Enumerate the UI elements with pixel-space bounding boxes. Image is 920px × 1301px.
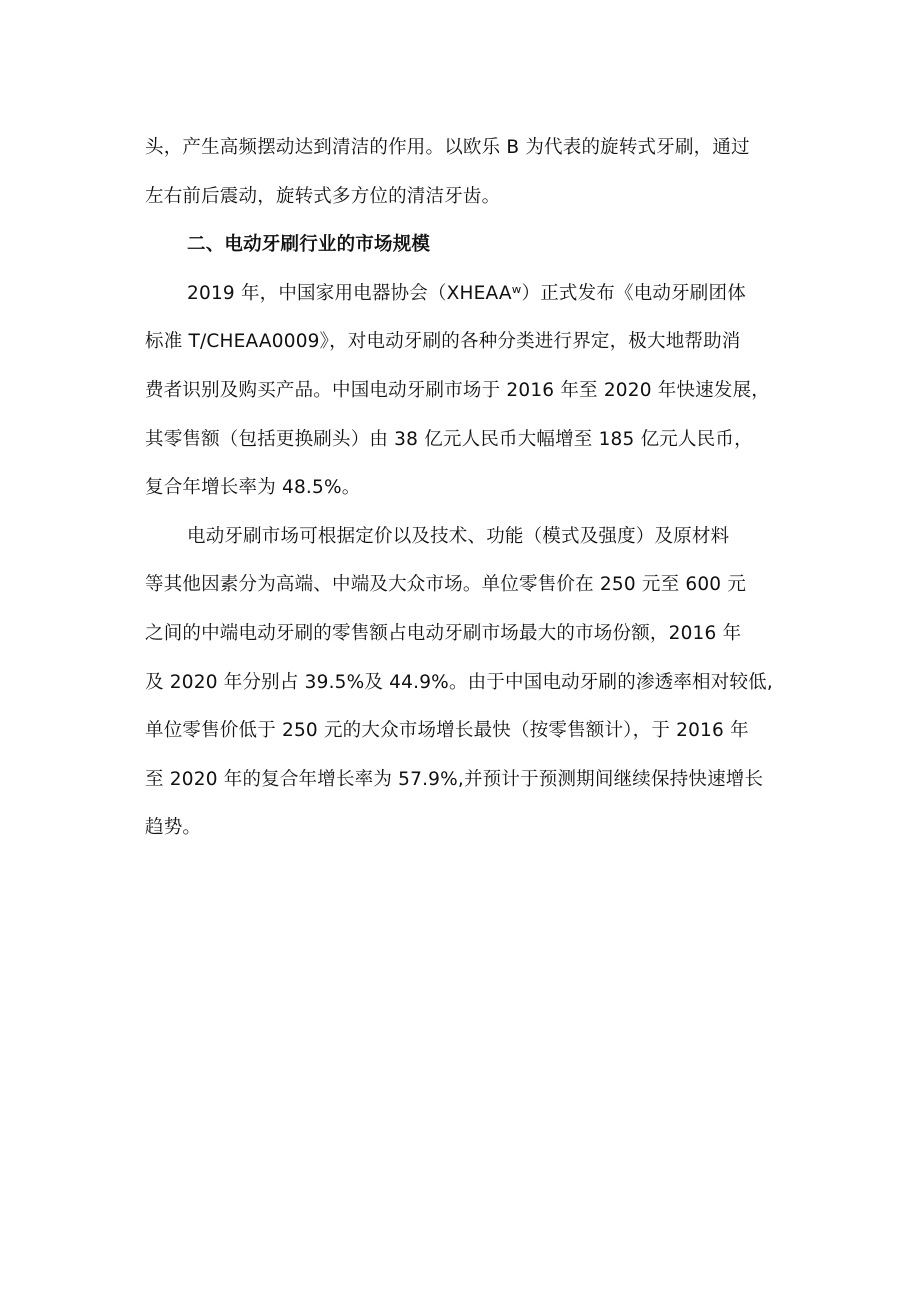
text-line: 等其他因素分为高端、中端及大众市场。单位零售价在 250 元至 600 元 bbox=[145, 574, 747, 596]
text-line: 及 2020 年分别占 39.5%及 44.9%。由于中国电动牙刷的渗透率相对较低, bbox=[145, 671, 773, 693]
heading-text: 二、电动牙刷行业的市场规模 bbox=[187, 234, 431, 256]
text-line: 头，产生高频摆动达到清洁的作用。以欧乐 B 为代表的旋转式牙刷，通过 bbox=[145, 137, 750, 158]
paragraph-market-segments bbox=[145, 513, 781, 853]
text-line: 复合年增长率为 48.5%。 bbox=[145, 477, 361, 499]
paragraph-continuation bbox=[145, 124, 781, 221]
text-line: 费者识别及购买产品。中国电动牙刷市场于 2016 年至 2020 年快速发展， bbox=[145, 379, 770, 401]
text-line: 2019 年，中国家用电器协会（XHEAAʷ）正式发布《电动牙刷团体 bbox=[187, 282, 746, 304]
text-line: 至 2020 年的复合年增长率为 57.9%,并预计于预测期间继续保持快速增长 bbox=[145, 768, 764, 790]
text-line: 左右前后震动，旋转式多方位的清洁牙齿。 bbox=[145, 185, 501, 207]
text-line: 其零售额（包括更换刷头）由 38 亿元人民币大幅增至 185 亿元人民币， bbox=[145, 428, 753, 450]
text-line: 单位零售价低于 250 元的大众市场增长最快（按零售额计），于 2016 年 bbox=[145, 720, 749, 742]
paragraph-market-size bbox=[145, 270, 781, 513]
text-line: 趋势。 bbox=[145, 817, 202, 839]
text-line: 之间的中端电动牙刷的零售额占电动牙刷市场最大的市场份额，2016 年 bbox=[145, 622, 742, 644]
document-body bbox=[145, 124, 781, 853]
text-line: 标准 T/CHEAA0009》，对电动牙刷的各种分类进行界定，极大地帮助消 bbox=[145, 331, 741, 353]
text-line: 电动牙刷市场可根据定价以及技术、功能（模式及强度）及原材料 bbox=[187, 525, 730, 547]
section-heading bbox=[145, 221, 781, 270]
